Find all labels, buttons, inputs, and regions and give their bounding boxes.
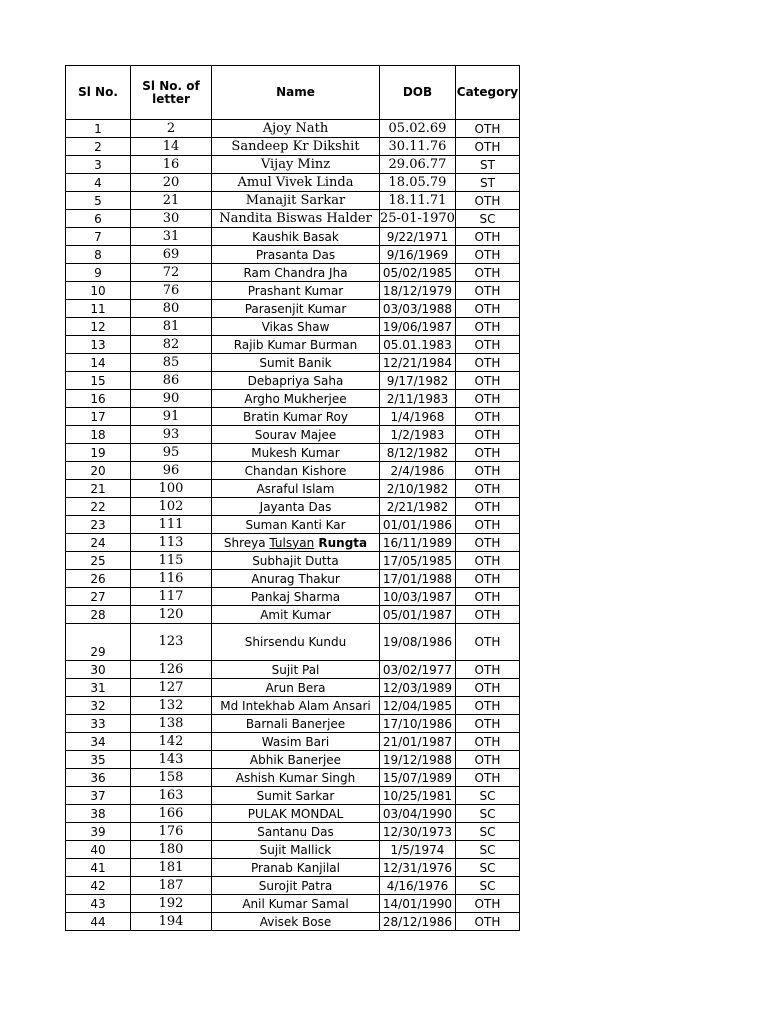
- table-row: [66, 336, 520, 354]
- letter-no-cell: 81: [131, 318, 212, 336]
- sl-no-cell: 44: [66, 913, 131, 931]
- letter-no-cell: 127: [131, 679, 212, 697]
- name-cell: [212, 534, 380, 552]
- name-cell: Wasim Bari: [212, 733, 380, 751]
- dob-cell: 15/07/1989: [380, 769, 456, 787]
- table-row: [66, 588, 520, 606]
- name-cell: Jayanta Das: [212, 498, 380, 516]
- letter-no-cell: 176: [131, 823, 212, 841]
- name-cell: Prasanta Das: [212, 246, 380, 264]
- table-row: [66, 516, 520, 534]
- dob-cell: 18.05.79: [380, 174, 456, 192]
- letter-no-cell: 194: [131, 913, 212, 931]
- category-cell: OTH: [455, 661, 519, 679]
- dob-cell: 10/25/1981: [380, 787, 456, 805]
- name-cell: Vikas Shaw: [212, 318, 380, 336]
- table-row: [66, 877, 520, 895]
- sl-no-cell: 42: [66, 877, 131, 895]
- dob-cell: 25-01-1970: [380, 210, 455, 226]
- category-cell: OTH: [455, 462, 519, 480]
- category-cell: OTH: [455, 426, 519, 444]
- col-header-dob: DOB: [380, 66, 456, 120]
- table-row: [66, 606, 520, 624]
- table-row: [66, 354, 520, 372]
- table-row: [66, 210, 520, 228]
- letter-no-cell: 113: [131, 534, 212, 552]
- dob-cell: 12/03/1989: [380, 679, 456, 697]
- category-cell: OTH: [455, 570, 519, 588]
- name-cell: Rajib Kumar Burman: [212, 336, 380, 354]
- category-cell: ST: [455, 156, 519, 174]
- name-cell: Sumit Sarkar: [212, 787, 380, 805]
- table-row: [66, 552, 520, 570]
- letter-no-cell: 80: [131, 300, 212, 318]
- letter-no-cell: 2: [131, 120, 212, 138]
- sl-no-cell: 24: [66, 534, 131, 552]
- letter-no-cell: 192: [131, 895, 212, 913]
- category-cell: OTH: [455, 498, 519, 516]
- dob-cell: 17/10/1986: [380, 715, 456, 733]
- sl-no-cell: 11: [66, 300, 131, 318]
- letter-no-cell: 126: [131, 661, 212, 679]
- letter-no-cell: 132: [131, 697, 212, 715]
- sl-no-cell: 3: [66, 156, 131, 174]
- sl-no-cell: 28: [66, 606, 131, 624]
- name-cell: Arun Bera: [212, 679, 380, 697]
- dob-cell: 12/31/1976: [380, 859, 456, 877]
- sl-no-cell: 33: [66, 715, 131, 733]
- dob-cell: 12/21/1984: [380, 354, 456, 372]
- category-cell: OTH: [455, 606, 519, 624]
- category-cell: OTH: [455, 588, 519, 606]
- table-row: [66, 408, 520, 426]
- sl-no-cell: 22: [66, 498, 131, 516]
- sl-no-cell: 21: [66, 480, 131, 498]
- table-row: [66, 805, 520, 823]
- letter-no-cell: 163: [131, 787, 212, 805]
- name-cell: Md Intekhab Alam Ansari: [212, 697, 380, 715]
- col-header-category: Category: [455, 66, 519, 120]
- name-cell: Vijay Minz: [212, 156, 380, 174]
- table-row: [66, 841, 520, 859]
- table-row: [66, 913, 520, 931]
- letter-no-cell: 95: [131, 444, 212, 462]
- dob-cell: 18.11.71: [380, 192, 456, 210]
- name-cell: Sujit Pal: [212, 661, 380, 679]
- category-cell: SC: [455, 841, 519, 859]
- name-cell: Suman Kanti Kar: [212, 516, 380, 534]
- dob-cell: 8/12/1982: [380, 444, 456, 462]
- table-row: [66, 120, 520, 138]
- name-cell: Ajoy Nath: [212, 120, 380, 138]
- category-cell: ST: [455, 174, 519, 192]
- category-cell: SC: [455, 823, 519, 841]
- category-cell: OTH: [455, 895, 519, 913]
- table-row: [66, 462, 520, 480]
- sl-no-cell: 10: [66, 282, 131, 300]
- candidate-table: [65, 65, 520, 931]
- letter-no-cell: 21: [131, 192, 212, 210]
- name-cell: Asraful Islam: [212, 480, 380, 498]
- letter-no-cell: 143: [131, 751, 212, 769]
- table-row: [66, 715, 520, 733]
- table-row: [66, 390, 520, 408]
- dob-cell: 2/21/1982: [380, 498, 456, 516]
- sl-no-cell: 5: [66, 192, 131, 210]
- dob-cell: 9/17/1982: [380, 372, 456, 390]
- sl-no-cell: 35: [66, 751, 131, 769]
- dob-cell: 2/10/1982: [380, 480, 456, 498]
- letter-no-cell: 111: [131, 516, 212, 534]
- table-row: [66, 426, 520, 444]
- table-body: [66, 120, 520, 931]
- dob-cell: 19/06/1987: [380, 318, 456, 336]
- letter-no-cell: 117: [131, 588, 212, 606]
- sl-no-cell: 36: [66, 769, 131, 787]
- sl-no-cell: 15: [66, 372, 131, 390]
- name-cell: Sourav Majee: [212, 426, 380, 444]
- dob-cell: 01/01/1986: [380, 516, 456, 534]
- table-row: [66, 534, 520, 552]
- dob-cell: 1/4/1968: [380, 408, 456, 426]
- sl-no-cell: 18: [66, 426, 131, 444]
- col-header-sl-no: Sl No.: [66, 66, 131, 120]
- category-cell: SC: [455, 787, 519, 805]
- category-cell: SC: [455, 859, 519, 877]
- name-cell: Kaushik Basak: [212, 228, 380, 246]
- name-cell: Abhik Banerjee: [212, 751, 380, 769]
- table-row: [66, 480, 520, 498]
- sl-no-cell: 8: [66, 246, 131, 264]
- dob-cell: 12/04/1985: [380, 697, 456, 715]
- letter-no-cell: 187: [131, 877, 212, 895]
- letter-no-cell: 142: [131, 733, 212, 751]
- dob-cell: 1/2/1983: [380, 426, 456, 444]
- table-row: [66, 624, 520, 661]
- name-cell: Debapriya Saha: [212, 372, 380, 390]
- table-row: [66, 318, 520, 336]
- sl-no-cell: 34: [66, 733, 131, 751]
- letter-no-cell: 96: [131, 462, 212, 480]
- dob-cell: 05/01/1987: [380, 606, 456, 624]
- dob-cell: 9/22/1971: [380, 228, 456, 246]
- category-cell: OTH: [455, 120, 519, 138]
- letter-no-cell: 93: [131, 426, 212, 444]
- category-cell: OTH: [455, 552, 519, 570]
- name-cell: Sumit Banik: [212, 354, 380, 372]
- table-row: [66, 156, 520, 174]
- dob-cell: 17/01/1988: [380, 570, 456, 588]
- dob-cell: 19/12/1988: [380, 751, 456, 769]
- sl-no-cell: 1: [66, 120, 131, 138]
- category-cell: OTH: [455, 444, 519, 462]
- sl-no-cell: 7: [66, 228, 131, 246]
- name-cell: Barnali Banerjee: [212, 715, 380, 733]
- letter-no-cell: 123: [131, 624, 212, 661]
- sl-no-cell: 4: [66, 174, 131, 192]
- category-cell: SC: [455, 210, 519, 228]
- letter-no-cell: 20: [131, 174, 212, 192]
- dob-cell: 2/11/1983: [380, 390, 456, 408]
- name-cell: Pranab Kanjilal: [212, 859, 380, 877]
- dob-cell: 03/02/1977: [380, 661, 456, 679]
- sl-no-cell: 20: [66, 462, 131, 480]
- dob-cell: 9/16/1969: [380, 246, 456, 264]
- category-cell: OTH: [455, 624, 519, 661]
- table-row: [66, 570, 520, 588]
- dob-cell: 30.11.76: [380, 138, 456, 156]
- category-cell: OTH: [455, 318, 519, 336]
- letter-no-cell: 30: [131, 210, 212, 228]
- name-cell: Bratin Kumar Roy: [212, 408, 380, 426]
- category-cell: OTH: [455, 715, 519, 733]
- name-cell: Prashant Kumar: [212, 282, 380, 300]
- sl-no-cell: 13: [66, 336, 131, 354]
- sl-no-cell: 23: [66, 516, 131, 534]
- letter-no-cell: 166: [131, 805, 212, 823]
- name-cell: Sandeep Kr Dikshit: [212, 138, 380, 156]
- table-row: [66, 823, 520, 841]
- sl-no-cell: 14: [66, 354, 131, 372]
- name-cell: Amul Vivek Linda: [212, 174, 380, 192]
- dob-cell: 28/12/1986: [380, 913, 456, 931]
- sl-no-cell: 39: [66, 823, 131, 841]
- table-row: [66, 174, 520, 192]
- sl-no-cell: 26: [66, 570, 131, 588]
- category-cell: OTH: [455, 769, 519, 787]
- table-row: [66, 769, 520, 787]
- table-row: [66, 661, 520, 679]
- sl-no-cell: 29: [66, 624, 131, 661]
- letter-no-cell: 102: [131, 498, 212, 516]
- category-cell: OTH: [455, 228, 519, 246]
- name-cell: Avisek Bose: [212, 913, 380, 931]
- dob-cell: 03/03/1988: [380, 300, 456, 318]
- sl-no-cell: 19: [66, 444, 131, 462]
- sl-no-cell: 17: [66, 408, 131, 426]
- letter-no-cell: 82: [131, 336, 212, 354]
- table-row: [66, 192, 520, 210]
- table-row: [66, 282, 520, 300]
- letter-no-cell: 14: [131, 138, 212, 156]
- dob-cell: 12/30/1973: [380, 823, 456, 841]
- letter-no-cell: 116: [131, 570, 212, 588]
- category-cell: OTH: [455, 733, 519, 751]
- name-cell: PULAK MONDAL: [212, 805, 380, 823]
- name-cell: Sujit Mallick: [212, 841, 380, 859]
- name-cell: Surojit Patra: [212, 877, 380, 895]
- letter-no-cell: 76: [131, 282, 212, 300]
- table-row: [66, 787, 520, 805]
- name-cell: Santanu Das: [212, 823, 380, 841]
- sl-no-cell: 16: [66, 390, 131, 408]
- dob-cell: 14/01/1990: [380, 895, 456, 913]
- dob-cell: 21/01/1987: [380, 733, 456, 751]
- letter-no-cell: 72: [131, 264, 212, 282]
- dob-cell: 1/5/1974: [380, 841, 456, 859]
- category-cell: OTH: [455, 354, 519, 372]
- table-row: [66, 859, 520, 877]
- table-row: [66, 138, 520, 156]
- letter-no-cell: 138: [131, 715, 212, 733]
- table-row: [66, 751, 520, 769]
- letter-no-cell: 158: [131, 769, 212, 787]
- letter-no-cell: 100: [131, 480, 212, 498]
- dob-cell: 4/16/1976: [380, 877, 456, 895]
- name-cell: Chandan Kishore: [212, 462, 380, 480]
- sl-no-cell: 41: [66, 859, 131, 877]
- category-cell: OTH: [455, 534, 519, 552]
- category-cell: OTH: [455, 480, 519, 498]
- letter-no-cell: 69: [131, 246, 212, 264]
- sl-no-cell: 30: [66, 661, 131, 679]
- letter-no-cell: 31: [131, 228, 212, 246]
- sl-no-cell: 37: [66, 787, 131, 805]
- sl-no-cell: 2: [66, 138, 131, 156]
- letter-no-cell: 180: [131, 841, 212, 859]
- category-cell: OTH: [455, 516, 519, 534]
- name-part: Rungta: [314, 535, 368, 550]
- letter-no-cell: 16: [131, 156, 212, 174]
- category-cell: OTH: [455, 913, 519, 931]
- name-cell: Anil Kumar Samal: [212, 895, 380, 913]
- letter-no-cell: 91: [131, 408, 212, 426]
- letter-no-cell: 85: [131, 354, 212, 372]
- category-cell: OTH: [455, 138, 519, 156]
- category-cell: OTH: [455, 372, 519, 390]
- dob-cell: 03/04/1990: [380, 805, 456, 823]
- sl-no-cell: 9: [66, 264, 131, 282]
- dob-cell: 16/11/1989: [380, 534, 456, 552]
- category-cell: OTH: [455, 697, 519, 715]
- table-row: [66, 300, 520, 318]
- name-cell: Manajit Sarkar: [212, 192, 380, 210]
- col-header-name: Name: [212, 66, 380, 120]
- name-part: Tulsyan: [269, 535, 315, 550]
- dob-cell: 29.06.77: [380, 156, 456, 174]
- sl-no-cell: 32: [66, 697, 131, 715]
- sl-no-cell: 12: [66, 318, 131, 336]
- table-row: [66, 733, 520, 751]
- name-cell: Shirsendu Kundu: [212, 624, 380, 661]
- name-cell: Argho Mukherjee: [212, 390, 380, 408]
- category-cell: OTH: [455, 246, 519, 264]
- name-cell: Subhajit Dutta: [212, 552, 380, 570]
- name-cell: Pankaj Sharma: [212, 588, 380, 606]
- name-cell: Parasenjit Kumar: [212, 300, 380, 318]
- dob-cell: 2/4/1986: [380, 462, 456, 480]
- name-cell: Nandita Biswas Halder: [212, 210, 380, 228]
- table-row: [66, 246, 520, 264]
- letter-no-cell: 120: [131, 606, 212, 624]
- sl-no-cell: 31: [66, 679, 131, 697]
- category-cell: OTH: [455, 264, 519, 282]
- sl-no-cell: 25: [66, 552, 131, 570]
- category-cell: OTH: [455, 679, 519, 697]
- name-part: Shreya: [223, 535, 270, 550]
- table-row: [66, 372, 520, 390]
- name-cell: Ashish Kumar Singh: [212, 769, 380, 787]
- sl-no-cell: 38: [66, 805, 131, 823]
- name-cell: Ram Chandra Jha: [212, 264, 380, 282]
- table-row: [66, 228, 520, 246]
- letter-no-cell: 115: [131, 552, 212, 570]
- table-row: [66, 264, 520, 282]
- category-cell: OTH: [455, 390, 519, 408]
- letter-no-cell: 86: [131, 372, 212, 390]
- category-cell: OTH: [455, 408, 519, 426]
- category-cell: SC: [455, 805, 519, 823]
- table-row: [66, 697, 520, 715]
- dob-cell: 05.01.1983: [380, 336, 456, 354]
- category-cell: OTH: [455, 282, 519, 300]
- name-cell: Mukesh Kumar: [212, 444, 380, 462]
- letter-no-cell: 181: [131, 859, 212, 877]
- dob-cell: 17/05/1985: [380, 552, 456, 570]
- table-row: [66, 895, 520, 913]
- category-cell: SC: [455, 877, 519, 895]
- table-row: [66, 444, 520, 462]
- category-cell: OTH: [455, 300, 519, 318]
- letter-no-cell: 90: [131, 390, 212, 408]
- name-cell: Anurag Thakur: [212, 570, 380, 588]
- col-header-letter-no: Sl No. of letter: [131, 66, 212, 120]
- dob-cell: 19/08/1986: [380, 624, 456, 661]
- sl-no-cell: 40: [66, 841, 131, 859]
- category-cell: OTH: [455, 751, 519, 769]
- sl-no-cell: 43: [66, 895, 131, 913]
- category-cell: OTH: [455, 336, 519, 354]
- sl-no-cell: 27: [66, 588, 131, 606]
- dob-cell: 18/12/1979: [380, 282, 456, 300]
- table-row: [66, 498, 520, 516]
- table-row: [66, 679, 520, 697]
- dob-cell: 10/03/1987: [380, 588, 456, 606]
- sl-no-cell: 6: [66, 210, 131, 228]
- category-cell: OTH: [455, 192, 519, 210]
- name-cell: Amit Kumar: [212, 606, 380, 624]
- dob-cell: 05/02/1985: [380, 264, 456, 282]
- header-row: [66, 66, 520, 120]
- dob-cell: 05.02.69: [380, 120, 456, 138]
